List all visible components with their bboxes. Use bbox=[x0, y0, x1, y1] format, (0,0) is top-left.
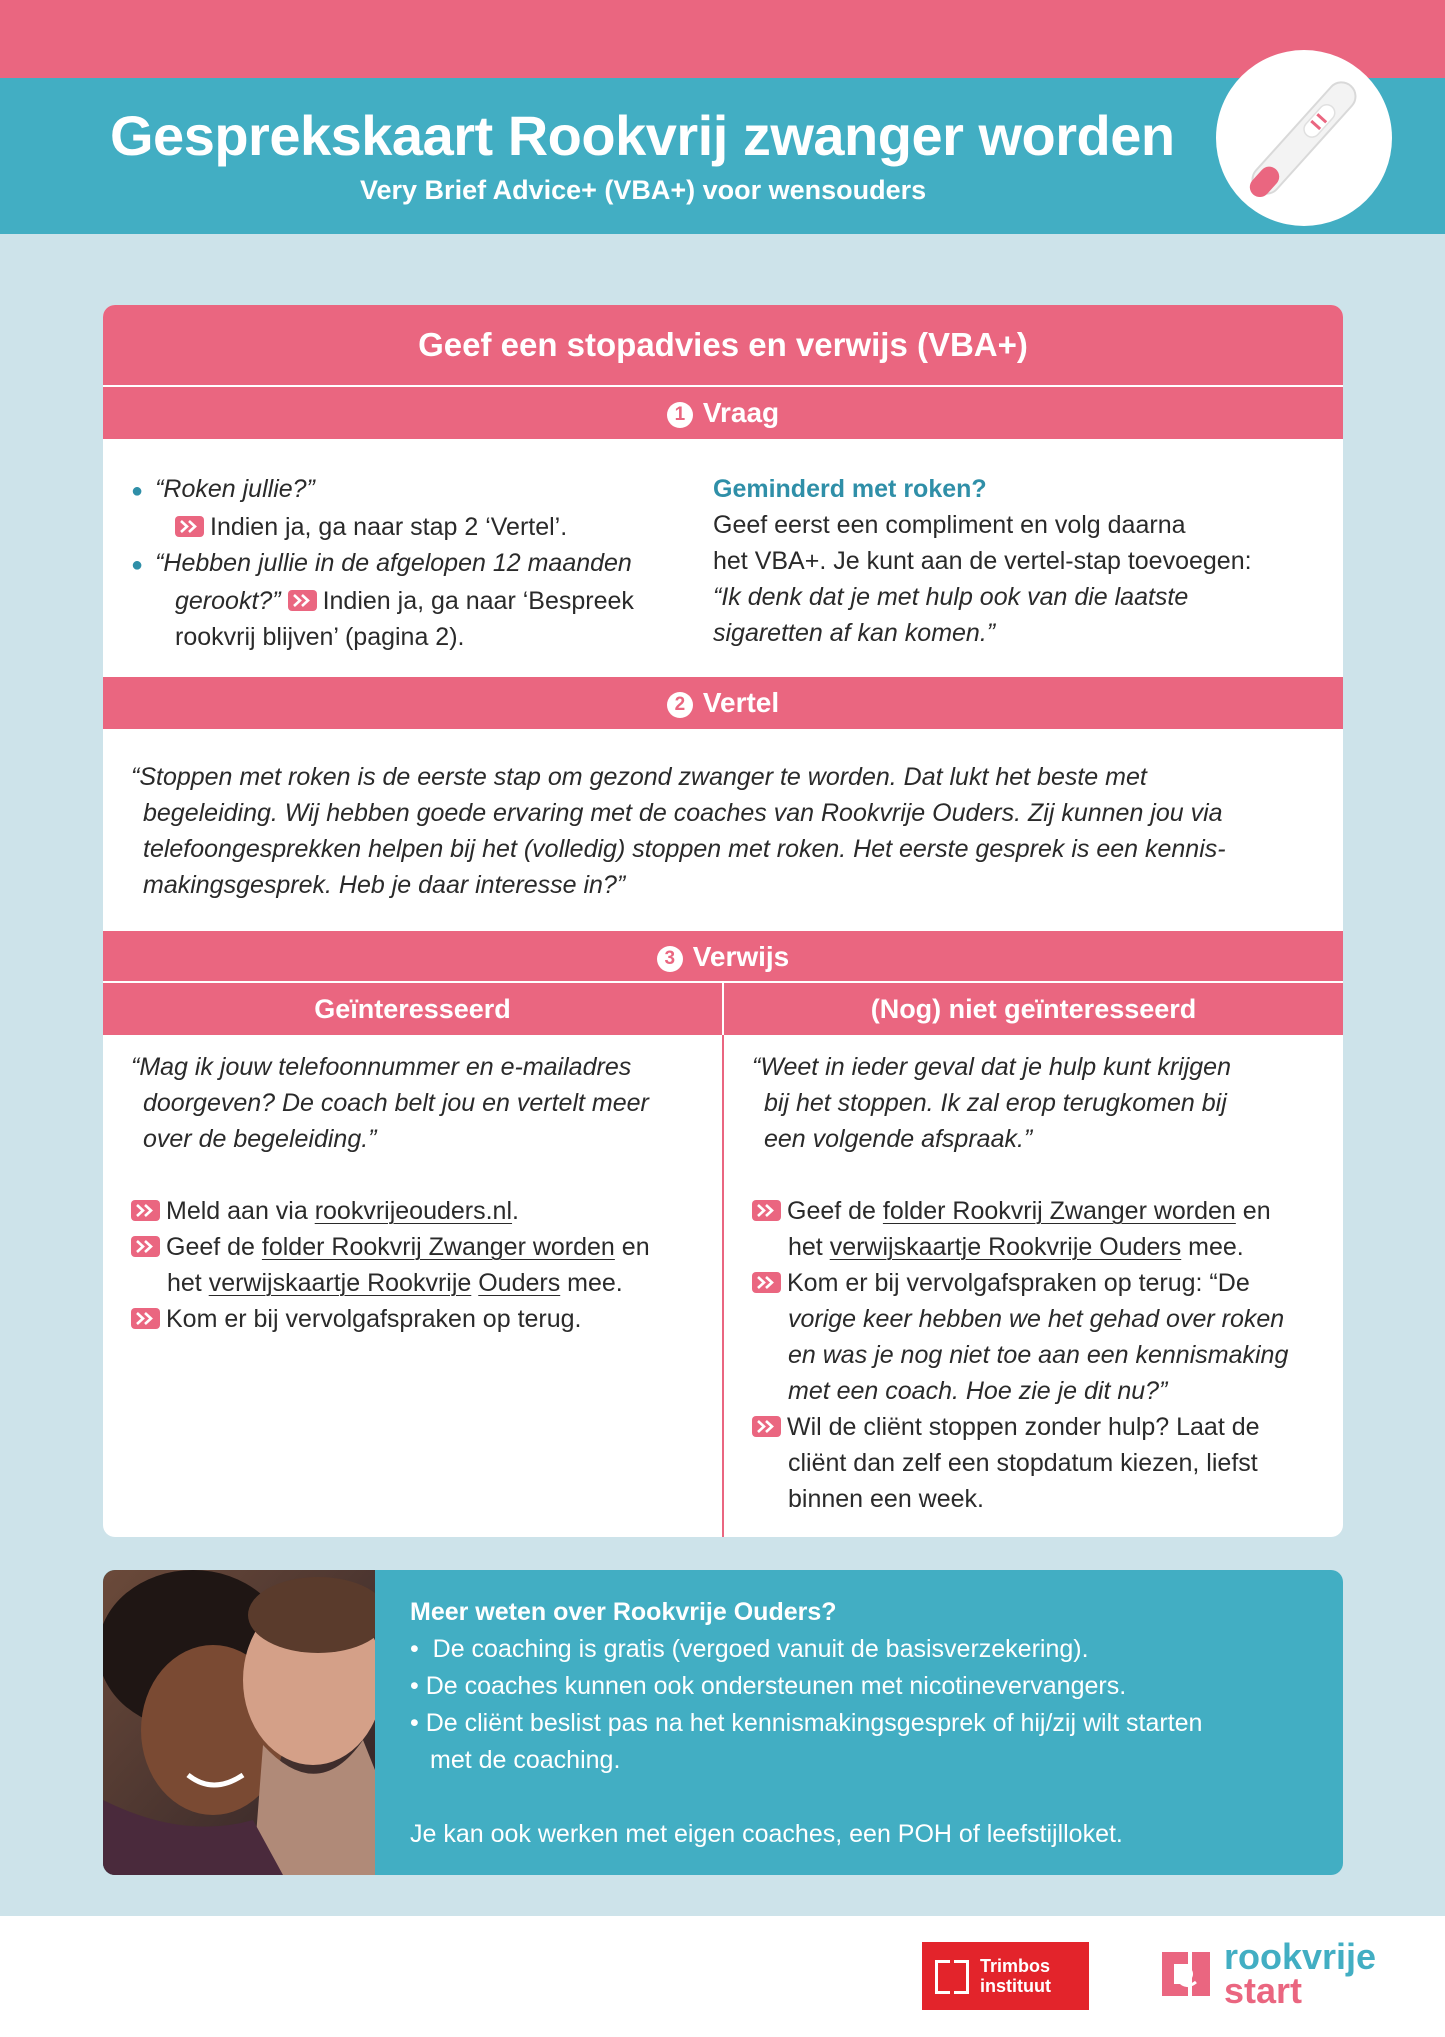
double-chevron-icon bbox=[131, 1200, 160, 1221]
double-chevron-icon bbox=[752, 1200, 781, 1221]
info-bullet: De cliënt beslist pas na het kennismakingsgesprek of hij/zij wilt starten bbox=[425, 1709, 1203, 1737]
referral-card-link[interactable]: verwijskaartje Rookvrije bbox=[208, 1269, 472, 1297]
action-text: cliënt dan zelf een stopdatum kiezen, liefst bbox=[788, 1449, 1258, 1477]
step-vraag-header bbox=[103, 387, 1343, 439]
interested-quote: “Mag ik jouw telefoonnummer en e-mailadres bbox=[131, 1053, 632, 1081]
step-label: Vraag bbox=[702, 397, 780, 428]
bullet-icon: • bbox=[410, 1672, 426, 1700]
column-divider bbox=[722, 1035, 724, 1537]
action-text: Kom er bij vervolgafspraken op terug. bbox=[166, 1305, 582, 1333]
reduced-text-2: het VBA+. Je kunt aan de vertel-stap toevoegen: bbox=[713, 547, 1252, 575]
referral-card-link[interactable]: verwijskaartje Rookvrije Ouders bbox=[829, 1233, 1182, 1261]
bullet-icon: ● bbox=[131, 480, 144, 502]
double-chevron-icon bbox=[752, 1272, 781, 1293]
question-2-follow: Indien ja, ga naar ‘Bespreek bbox=[322, 587, 634, 615]
not-interested-quote: “Weet in ieder geval dat je hulp kunt krijgen bbox=[752, 1053, 1231, 1081]
action-text: . bbox=[512, 1197, 519, 1225]
double-chevron-icon bbox=[288, 590, 317, 611]
question-1: “Roken jullie?” bbox=[155, 475, 315, 503]
reduced-text-1: Geef eerst een compliment en volg daarna bbox=[713, 511, 1186, 539]
interested-quote: doorgeven? De coach belt jou en vertelt meer bbox=[143, 1089, 649, 1117]
step2-quote bbox=[131, 759, 1226, 903]
step-number: 2 bbox=[667, 692, 693, 718]
action-text: Geef de bbox=[166, 1233, 262, 1261]
action-text: Meld aan via bbox=[166, 1197, 315, 1225]
action-quote: met een coach. Hoe zie je dit nu?” bbox=[788, 1377, 1168, 1405]
question-2-end: gerookt?” bbox=[175, 587, 281, 615]
quote-line: begeleiding. Wij hebben goede ervaring met de coaches van Rookvrije Ouders. Zij kunnen jou via bbox=[143, 799, 1223, 827]
not-interested-quote: een volgende afspraak.” bbox=[764, 1125, 1033, 1153]
step-verwijs-header bbox=[103, 931, 1343, 983]
card-heading: Geef een stopadvies en verwijs (VBA+) bbox=[103, 305, 1343, 385]
quote-line: telefoongesprekken helpen bij het (volledig) stoppen met roken. Het eerste gesprek is een kennis- bbox=[143, 835, 1226, 863]
illustration-circle bbox=[1216, 50, 1392, 226]
trimbos-name-2: instituut bbox=[980, 1976, 1051, 1996]
rookvrijeouders-link[interactable]: rookvrijeouders.nl bbox=[314, 1197, 513, 1225]
question-2-follow-2: rookvrij blijven’ (pagina 2). bbox=[175, 623, 465, 651]
action-text: binnen een week. bbox=[788, 1485, 984, 1513]
action-text: het bbox=[167, 1269, 209, 1297]
double-chevron-icon bbox=[131, 1308, 160, 1329]
action-text: mee. bbox=[560, 1269, 623, 1297]
quote-line: makingsgesprek. Heb je daar interesse in?” bbox=[143, 871, 626, 899]
trimbos-name: Trimbos bbox=[980, 1956, 1051, 1976]
reduced-quote-1: “Ik denk dat je met hulp ook van die laatste bbox=[713, 583, 1189, 611]
action-text: Kom er bij vervolgafspraken op terug: “De bbox=[787, 1269, 1250, 1297]
action-text: en bbox=[614, 1233, 650, 1261]
step-label: Verwijs bbox=[692, 941, 790, 972]
interested-quote: over de begeleiding.” bbox=[143, 1125, 377, 1153]
interested-column bbox=[131, 1049, 650, 1337]
trimbos-logo[interactable] bbox=[922, 1942, 1089, 2010]
divider bbox=[722, 983, 724, 1035]
action-quote: vorige keer hebben we het gehad over roken bbox=[788, 1305, 1285, 1333]
question-1-follow: Indien ja, ga naar stap 2 ‘Vertel’. bbox=[210, 513, 568, 541]
bullet-icon: • bbox=[410, 1709, 426, 1737]
action-text: Wil de cliënt stoppen zonder hulp? Laat de bbox=[787, 1413, 1260, 1441]
step-label: Vertel bbox=[702, 687, 780, 718]
not-interested-quote: bij het stoppen. Ik zal erop terugkomen bij bbox=[764, 1089, 1227, 1117]
info-box bbox=[103, 1570, 1343, 1875]
reduced-heading: Geminderd met roken? bbox=[713, 475, 987, 503]
info-bullet: De coaches kunnen ook ondersteunen met nicotinevervangers. bbox=[425, 1672, 1127, 1700]
quote-line: “Stoppen met roken is de eerste stap om gezond zwanger te worden. Dat lukt het beste met bbox=[131, 763, 1147, 791]
rookvrije-start-logo[interactable] bbox=[1158, 1938, 1388, 2012]
action-text: en bbox=[1235, 1197, 1271, 1225]
info-bullet: De coaching is gratis (vergoed vanuit de basisverzekering). bbox=[432, 1635, 1089, 1663]
page-title: Gesprekskaart Rookvrij zwanger worden bbox=[110, 104, 1175, 167]
page-subtitle: Very Brief Advice+ (VBA+) voor wensouders bbox=[360, 175, 927, 205]
trimbos-mark-icon bbox=[935, 1960, 969, 1994]
info-heading: Meer weten over Rookvrije Ouders? bbox=[410, 1598, 837, 1626]
folder-link[interactable]: folder Rookvrij Zwanger worden bbox=[882, 1197, 1236, 1225]
info-bullet: met de coaching. bbox=[430, 1746, 621, 1774]
referral-card-link[interactable]: Ouders bbox=[478, 1269, 561, 1297]
step-number: 3 bbox=[657, 946, 683, 972]
double-chevron-icon bbox=[131, 1236, 160, 1257]
rookvrije-start-mark-icon bbox=[1158, 1944, 1214, 2004]
step-number: 1 bbox=[667, 402, 693, 428]
col-heading-not-interested: (Nog) niet geïnteresseerd bbox=[724, 983, 1343, 1035]
action-quote: en was je nog niet toe aan een kennismaking bbox=[788, 1341, 1289, 1369]
pregnancy-test-icon bbox=[1216, 50, 1392, 226]
step1-questions bbox=[131, 471, 634, 655]
action-text: het bbox=[788, 1233, 830, 1261]
info-text bbox=[410, 1594, 1202, 1853]
step-vertel-header bbox=[103, 677, 1343, 729]
reduced-quote-2: sigaretten af kan komen.” bbox=[713, 619, 996, 647]
folder-link[interactable]: folder Rookvrij Zwanger worden bbox=[261, 1233, 615, 1261]
question-2: “Hebben jullie in de afgelopen 12 maanden bbox=[155, 549, 632, 577]
action-text: Geef de bbox=[787, 1197, 883, 1225]
bullet-icon: • bbox=[410, 1635, 433, 1663]
bullet-icon: ● bbox=[131, 554, 144, 576]
col-heading-interested: Geïnteresseerd bbox=[103, 983, 722, 1035]
double-chevron-icon bbox=[175, 516, 204, 537]
reduced-smoking-box bbox=[713, 471, 1252, 651]
double-chevron-icon bbox=[752, 1416, 781, 1437]
not-interested-column bbox=[752, 1049, 1288, 1517]
action-text: mee. bbox=[1181, 1233, 1244, 1261]
info-note: Je kan ook werken met eigen coaches, een POH of leefstijlloket. bbox=[410, 1820, 1123, 1848]
start-word: start bbox=[1224, 1970, 1303, 2011]
couple-photo bbox=[103, 1570, 375, 1875]
advice-card bbox=[103, 305, 1343, 1537]
rookvrije-word: rookvrije bbox=[1224, 1936, 1377, 1977]
